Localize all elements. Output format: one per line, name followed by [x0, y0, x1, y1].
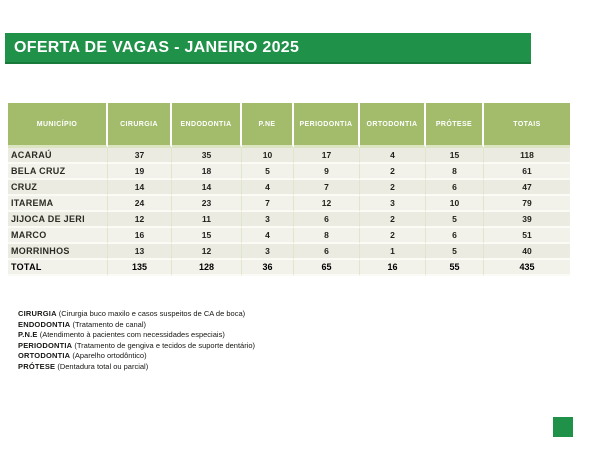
value-cell: 5	[242, 164, 294, 180]
legend-desc: (Tratamento de canal)	[70, 319, 147, 329]
table-row	[8, 260, 570, 276]
table-row	[8, 196, 570, 212]
value-cell: 135	[108, 260, 172, 276]
value-cell: 2	[360, 180, 426, 196]
value-cell: 11	[172, 212, 242, 228]
value-cell: 6	[294, 244, 360, 260]
table-row	[8, 180, 570, 196]
table-row	[8, 212, 570, 228]
value-cell: 1	[360, 244, 426, 260]
value-cell: 7	[294, 180, 360, 196]
value-cell: 4	[242, 228, 294, 244]
legend	[18, 309, 255, 372]
value-cell: 3	[242, 244, 294, 260]
value-cell: 5	[426, 244, 484, 260]
table-header-row	[8, 103, 570, 148]
value-cell: 6	[426, 228, 484, 244]
municipality-cell: BELA CRUZ	[8, 164, 108, 180]
legend-term: PRÓTESE	[18, 361, 56, 371]
value-cell: 51	[484, 228, 570, 244]
value-cell: 435	[484, 260, 570, 276]
legend-item	[18, 320, 255, 331]
column-header: ORTODONTIA	[360, 103, 426, 148]
value-cell: 79	[484, 196, 570, 212]
value-cell: 4	[242, 180, 294, 196]
legend-item	[18, 341, 255, 352]
value-cell: 14	[172, 180, 242, 196]
legend-term: ORTODONTIA	[18, 351, 71, 360]
column-header: P.NE	[242, 103, 294, 148]
value-cell: 118	[484, 148, 570, 164]
municipality-cell: JIJOCA DE JERI	[8, 212, 108, 228]
legend-desc: (Dentadura total ou parcial)	[55, 361, 149, 371]
value-cell: 12	[108, 212, 172, 228]
value-cell: 2	[360, 212, 426, 228]
value-cell: 13	[108, 244, 172, 260]
column-header: ENDODONTIA	[172, 103, 242, 148]
table-row	[8, 164, 570, 180]
legend-desc: (Aparelho ortodôntico)	[70, 351, 147, 360]
value-cell: 23	[172, 196, 242, 212]
value-cell: 15	[426, 148, 484, 164]
value-cell: 24	[108, 196, 172, 212]
value-cell: 35	[172, 148, 242, 164]
table-row	[8, 244, 570, 260]
value-cell: 17	[294, 148, 360, 164]
value-cell: 6	[294, 212, 360, 228]
value-cell: 128	[172, 260, 242, 276]
value-cell: 5	[426, 212, 484, 228]
legend-desc: (Atendimento à pacientes com necessidades especiais)	[37, 330, 225, 339]
legend-term: PERIODONTIA	[18, 340, 73, 350]
value-cell: 6	[426, 180, 484, 196]
value-cell: 65	[294, 260, 360, 276]
legend-item	[18, 351, 255, 362]
legend-term: P.N.E	[18, 330, 38, 339]
value-cell: 36	[242, 260, 294, 276]
municipality-cell: MARCO	[8, 228, 108, 244]
column-header: MUNICÍPIO	[8, 103, 108, 148]
value-cell: 9	[294, 164, 360, 180]
value-cell: 3	[360, 196, 426, 212]
value-cell: 2	[360, 228, 426, 244]
legend-item	[18, 309, 255, 320]
legend-desc: (Cirurgia buco maxilo e casos suspeitos de CA de boca)	[56, 309, 246, 318]
municipality-cell: CRUZ	[8, 180, 108, 196]
legend-item	[18, 362, 255, 373]
municipality-cell: MORRINHOS	[8, 244, 108, 260]
value-cell: 8	[294, 228, 360, 244]
legend-term: ENDODONTIA	[18, 319, 71, 329]
value-cell: 10	[242, 148, 294, 164]
value-cell: 19	[108, 164, 172, 180]
value-cell: 18	[172, 164, 242, 180]
value-cell: 4	[360, 148, 426, 164]
value-cell: 47	[484, 180, 570, 196]
value-cell: 39	[484, 212, 570, 228]
value-cell: 16	[108, 228, 172, 244]
value-cell: 15	[172, 228, 242, 244]
green-corner-decoration	[553, 417, 573, 437]
column-header: CIRURGIA	[108, 103, 172, 148]
page-title: OFERTA DE VAGAS - JANEIRO 2025	[14, 38, 300, 56]
value-cell: 12	[294, 196, 360, 212]
column-header: PERIODONTIA	[294, 103, 360, 148]
vagas-table	[8, 103, 570, 276]
legend-desc: (Tratamento de gengiva e tecidos de suporte dentário)	[72, 340, 256, 350]
value-cell: 16	[360, 260, 426, 276]
value-cell: 61	[484, 164, 570, 180]
legend-item	[18, 330, 255, 341]
municipality-cell: TOTAL	[8, 260, 108, 276]
municipality-cell: ACARAÚ	[8, 148, 108, 164]
value-cell: 40	[484, 244, 570, 260]
title-bar	[5, 33, 531, 64]
value-cell: 7	[242, 196, 294, 212]
table-row	[8, 228, 570, 244]
municipality-cell: ITAREMA	[8, 196, 108, 212]
table-row	[8, 148, 570, 164]
value-cell: 10	[426, 196, 484, 212]
legend-term: CIRURGIA	[18, 309, 57, 318]
value-cell: 14	[108, 180, 172, 196]
value-cell: 55	[426, 260, 484, 276]
value-cell: 2	[360, 164, 426, 180]
value-cell: 12	[172, 244, 242, 260]
value-cell: 3	[242, 212, 294, 228]
value-cell: 8	[426, 164, 484, 180]
value-cell: 37	[108, 148, 172, 164]
column-header: PRÓTESE	[426, 103, 484, 148]
column-header: TOTAIS	[484, 103, 570, 148]
